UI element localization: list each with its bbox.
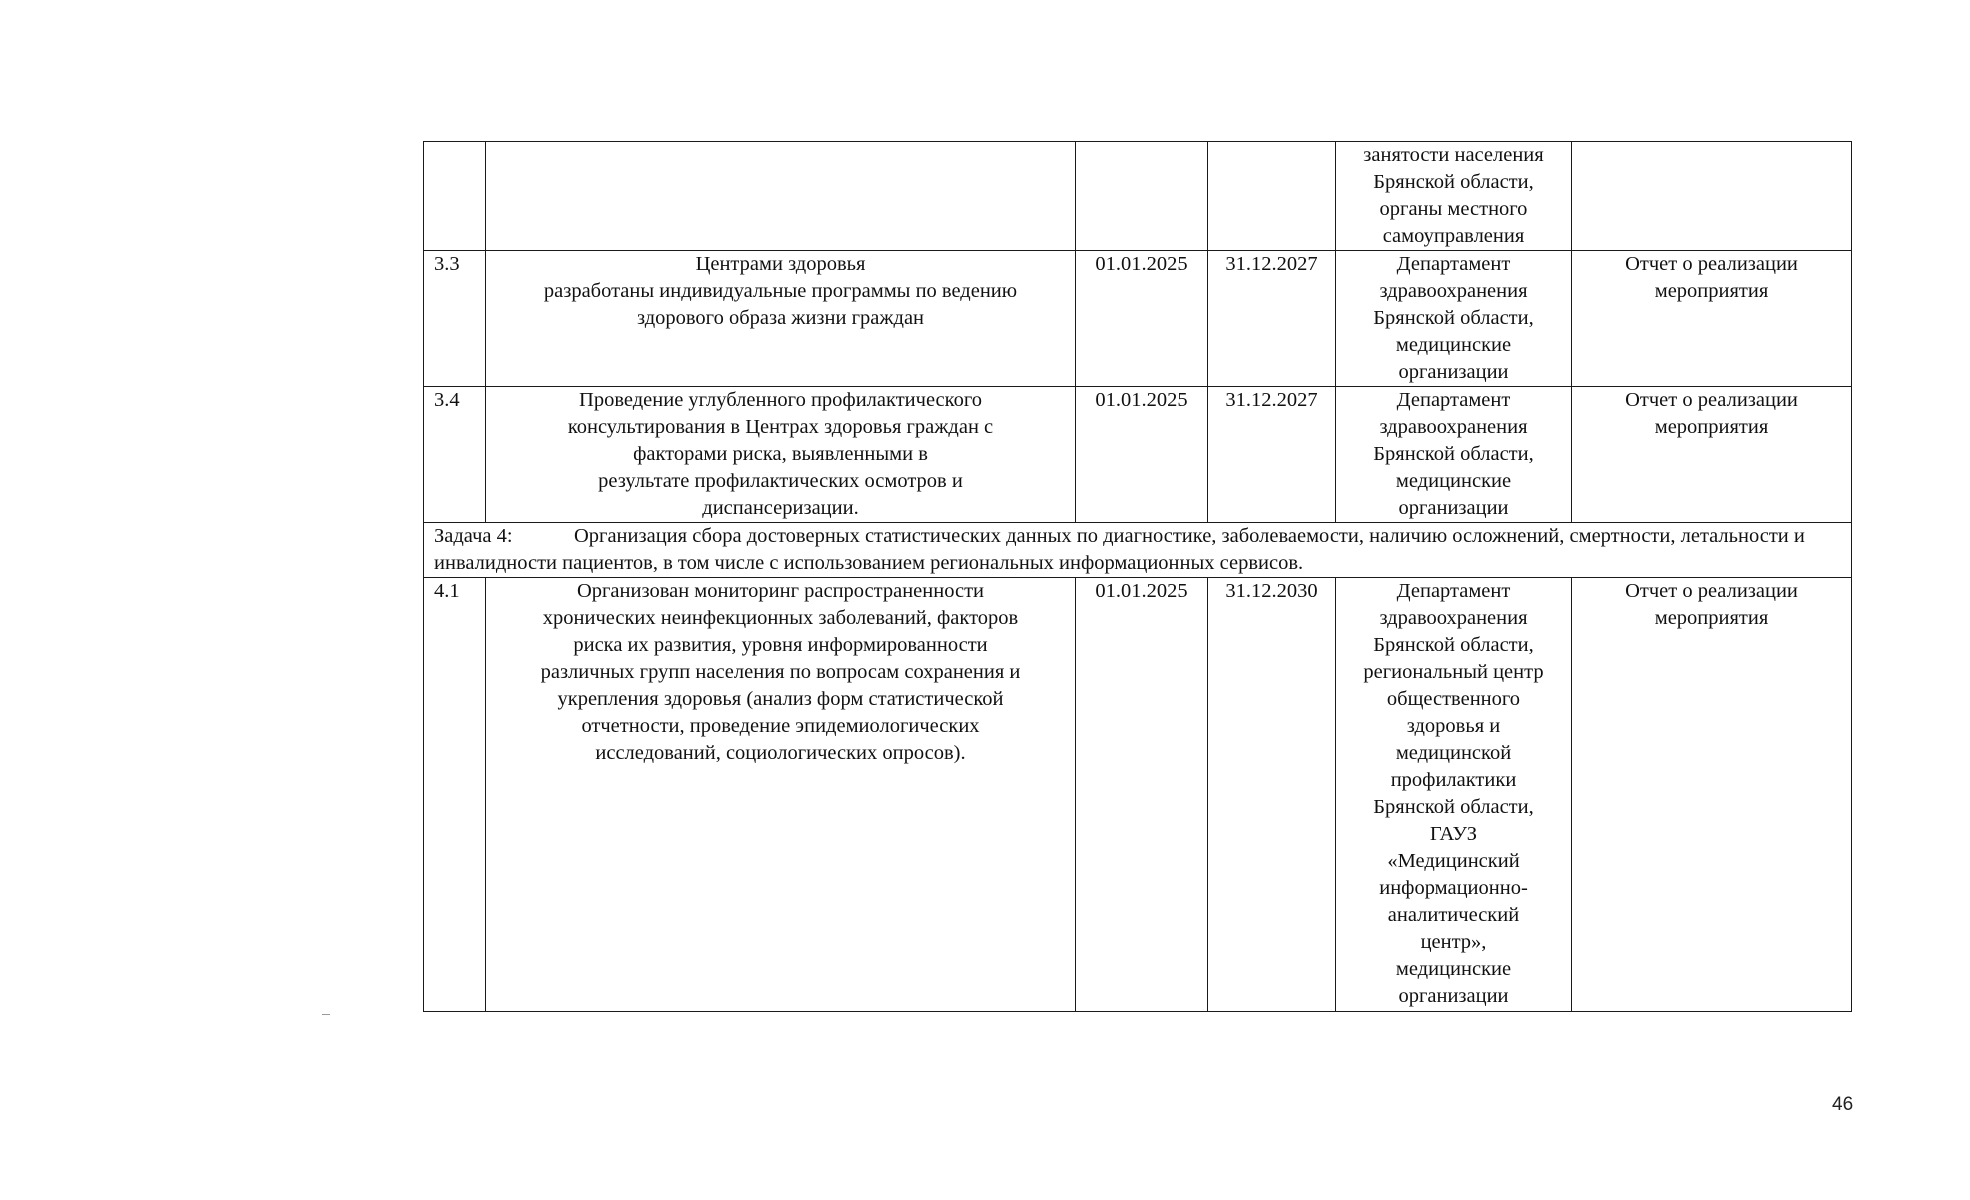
start-date: 01.01.2025 — [1076, 251, 1208, 387]
responsible-cell: Департамент здравоохранения Брянской области, региональный центр общественного здоровья и медицинской профилактики Брянской области, ГАУЗ «Медицинский информационно- аналитический центр», медицинские организации — [1336, 578, 1572, 1012]
page-number: 46 — [1832, 1094, 1854, 1115]
responsible-cell: Департамент здравоохранения Брянской области, медицинские организации — [1336, 387, 1572, 523]
end-date — [1208, 142, 1336, 251]
table-row — [424, 251, 1852, 387]
result-cell: Отчет о реализации мероприятия — [1572, 387, 1852, 523]
end-date: 31.12.2030 — [1208, 578, 1336, 1012]
table-row — [424, 387, 1852, 523]
activity-text: Центрами здоровья разработаны индивидуальные программы по ведению здорового образа жизни граждан — [486, 251, 1076, 387]
activity-text: Организован мониторинг распространенности хронических неинфекционных заболеваний, факторов риска их развития, уровня информированности различных групп населения по вопросам сохранения и укрепления здоровья (анализ форм статистической отчетности, проведение эпидемиологических исследований, социологических опросов). — [486, 578, 1076, 1012]
task-row — [424, 523, 1852, 578]
start-date — [1076, 142, 1208, 251]
start-date: 01.01.2025 — [1076, 578, 1208, 1012]
row-number: 3.3 — [424, 251, 486, 387]
responsible-cell: Департамент здравоохранения Брянской области, медицинские организации — [1336, 251, 1572, 387]
task-text: Организация сбора достоверных статистических данных по диагностике, заболеваемости, наличию осложнений, смертности, летальности и инвалидности пациентов, в том числе с использованием региональных информационных сервисов. — [434, 525, 1805, 574]
table-row — [424, 578, 1852, 1012]
end-date: 31.12.2027 — [1208, 387, 1336, 523]
row-number: 3.4 — [424, 387, 486, 523]
activity-text: Проведение углубленного профилактического консультирования в Центрах здоровья граждан с факторами риска, выявленными в результате профилактических осмотров и диспансеризации. — [486, 387, 1076, 523]
result-cell: Отчет о реализации мероприятия — [1572, 578, 1852, 1012]
result-cell — [1572, 142, 1852, 251]
result-cell: Отчет о реализации мероприятия — [1572, 251, 1852, 387]
activity-text — [486, 142, 1076, 251]
table-row — [424, 142, 1852, 251]
task-heading-cell — [424, 523, 1852, 578]
scan-edge-mark — [322, 1014, 330, 1015]
task-label: Задача 4: — [434, 525, 513, 547]
row-number: 4.1 — [424, 578, 486, 1012]
row-number — [424, 142, 486, 251]
start-date: 01.01.2025 — [1076, 387, 1208, 523]
activities-table — [423, 141, 1852, 1012]
end-date: 31.12.2027 — [1208, 251, 1336, 387]
responsible-cell: занятости населения Брянской области, органы местного самоуправления — [1336, 142, 1572, 251]
